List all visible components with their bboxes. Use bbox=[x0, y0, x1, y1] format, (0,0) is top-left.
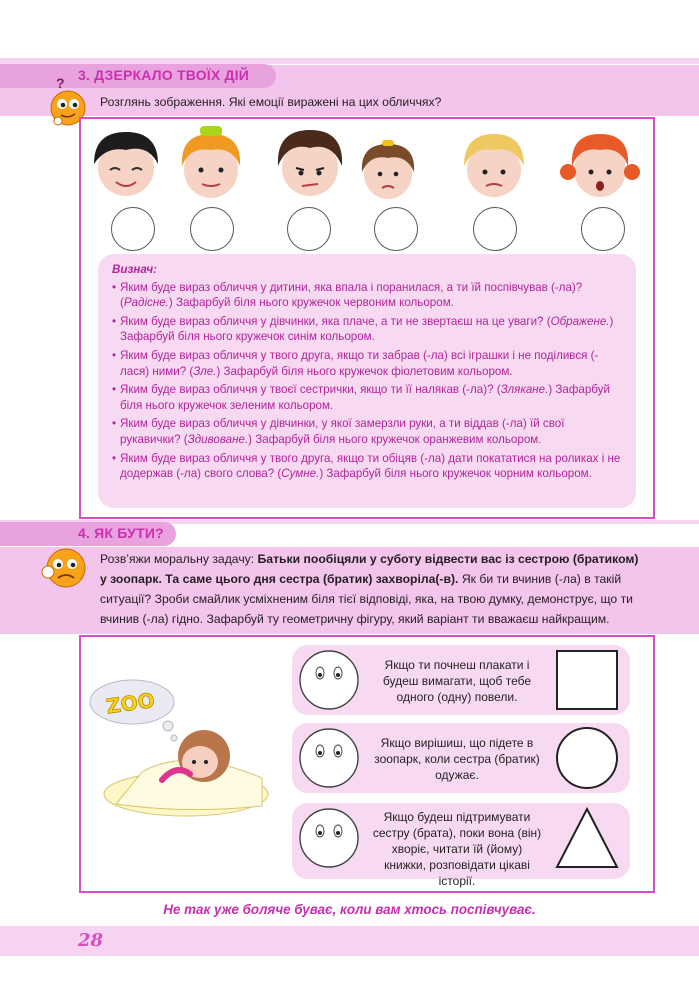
bottom-band bbox=[0, 926, 699, 956]
child-face-6 bbox=[560, 124, 640, 204]
option-text: Якщо будеш підтримувати сестру (брата), поки вона (він) хворіє, читати їй (йому) книжки, розповідати цікаві історії. bbox=[372, 810, 542, 888]
task-item: • Яким буде вираз обличчя у твоєї сестрички, якщо ти її налякав (-ла)? (Злякане.) Зафарбуй біля нього кружечок зеленим кольором. bbox=[112, 382, 624, 413]
blank-smiley-icon[interactable] bbox=[298, 647, 360, 713]
section3-intro: Розглянь зображення. Які емоції виражені на цих обличчях? bbox=[100, 95, 442, 109]
task-item: • Яким буде вираз обличчя у дівчинки, яка плаче, а ти не звертаєш на це уваги? (Ображене.) Зафарбуй біля нього кружечок синім кольором. bbox=[112, 314, 624, 345]
child-face-2 bbox=[172, 120, 250, 204]
option-text: Якщо вирішиш, що підете в зоопарк, коли сестра (братик) одужає. bbox=[374, 736, 540, 782]
answer-circle-1[interactable] bbox=[111, 207, 155, 251]
define-label: Визнач: bbox=[112, 263, 157, 276]
option-text: Якщо ти почнеш плакати і будеш вимагати, щоб тебе одного (одну) повели. bbox=[382, 658, 532, 704]
answer-circle-3[interactable] bbox=[287, 207, 331, 251]
zoo-label: ZOO bbox=[104, 687, 157, 719]
section4-intro: Розв’яжи моральну задачу: Батьки пообіцяли у суботу відвести вас із сестрою (братиком) у зоопарк. Та саме цього дня сестра (братик) захворіла(-в). Як би ти вчинив (-ла) в такій ситуації? Зроби смайлик усміхненим біля тієї відповіді, яка, на твою думку, демонструє, що ти вчинив (-ла) гідно. Зафарбуй ту геометричну фігуру, який варіант ти вважаєш найкращим. bbox=[100, 552, 639, 626]
answer-circle-2[interactable] bbox=[190, 207, 234, 251]
child-face-1 bbox=[86, 124, 166, 204]
option-1 bbox=[292, 645, 630, 715]
answer-circle-4[interactable] bbox=[374, 207, 418, 251]
sick-child-illustration bbox=[86, 676, 282, 820]
section4-title: 4. ЯК БУТИ? bbox=[78, 525, 164, 541]
child-face-5 bbox=[456, 124, 532, 204]
section3-title: 3. ДЗЕРКАЛО ТВОЇХ ДІЙ bbox=[78, 67, 250, 83]
child-face-3 bbox=[270, 124, 350, 204]
tasks-list bbox=[112, 280, 624, 482]
task-item: • Яким буде вираз обличчя у дівчинки, у якої замерзли руки, а ти віддав (-ла) їй свої рукавички? (Здивоване.) Зафарбуй біля нього кружечок оранжевим кольором. bbox=[112, 416, 624, 447]
question-mark: ? bbox=[56, 75, 65, 91]
answer-circle-6[interactable] bbox=[581, 207, 625, 251]
task-item: • Яким буде вираз обличчя у дитини, яка впала і поранилася, а ти їй поспівчував (-ла)? (Радісне.) Зафарбуй біля нього кружечок червоним кольором. bbox=[112, 280, 624, 311]
blank-smiley-icon[interactable] bbox=[298, 805, 360, 871]
task-item: • Яким буде вираз обличчя у твого друга, якщо ти обіцяв (-ла) дати покататися на роликах і не додержав (-ла) свого слова? (Сумне.) Зафарбуй біля нього кружечок чорним кольором. bbox=[112, 451, 624, 482]
circle-shape-icon[interactable] bbox=[554, 725, 620, 791]
answer-circle-5[interactable] bbox=[473, 207, 517, 251]
option-3 bbox=[292, 803, 630, 888]
footer-quote: Не так уже боляче буває, коли вам хтось поспівчуває. bbox=[163, 902, 536, 917]
square-shape-icon[interactable] bbox=[554, 647, 620, 713]
blank-smiley-icon[interactable] bbox=[298, 725, 360, 791]
define-tasks-box bbox=[98, 254, 636, 508]
child-face-4 bbox=[356, 134, 420, 204]
worried-emoji-icon bbox=[36, 546, 92, 592]
task-item: • Яким буде вираз обличчя у твого друга, якщо ти забрав (-ла) всі іграшки і не поділився (-лася) ними? (Зле.) Зафарбуй біля нього кружечок фіолетовим кольором. bbox=[112, 348, 624, 379]
triangle-shape-icon[interactable] bbox=[554, 805, 620, 871]
page-number: 28 bbox=[78, 930, 104, 951]
option-2 bbox=[292, 723, 630, 793]
